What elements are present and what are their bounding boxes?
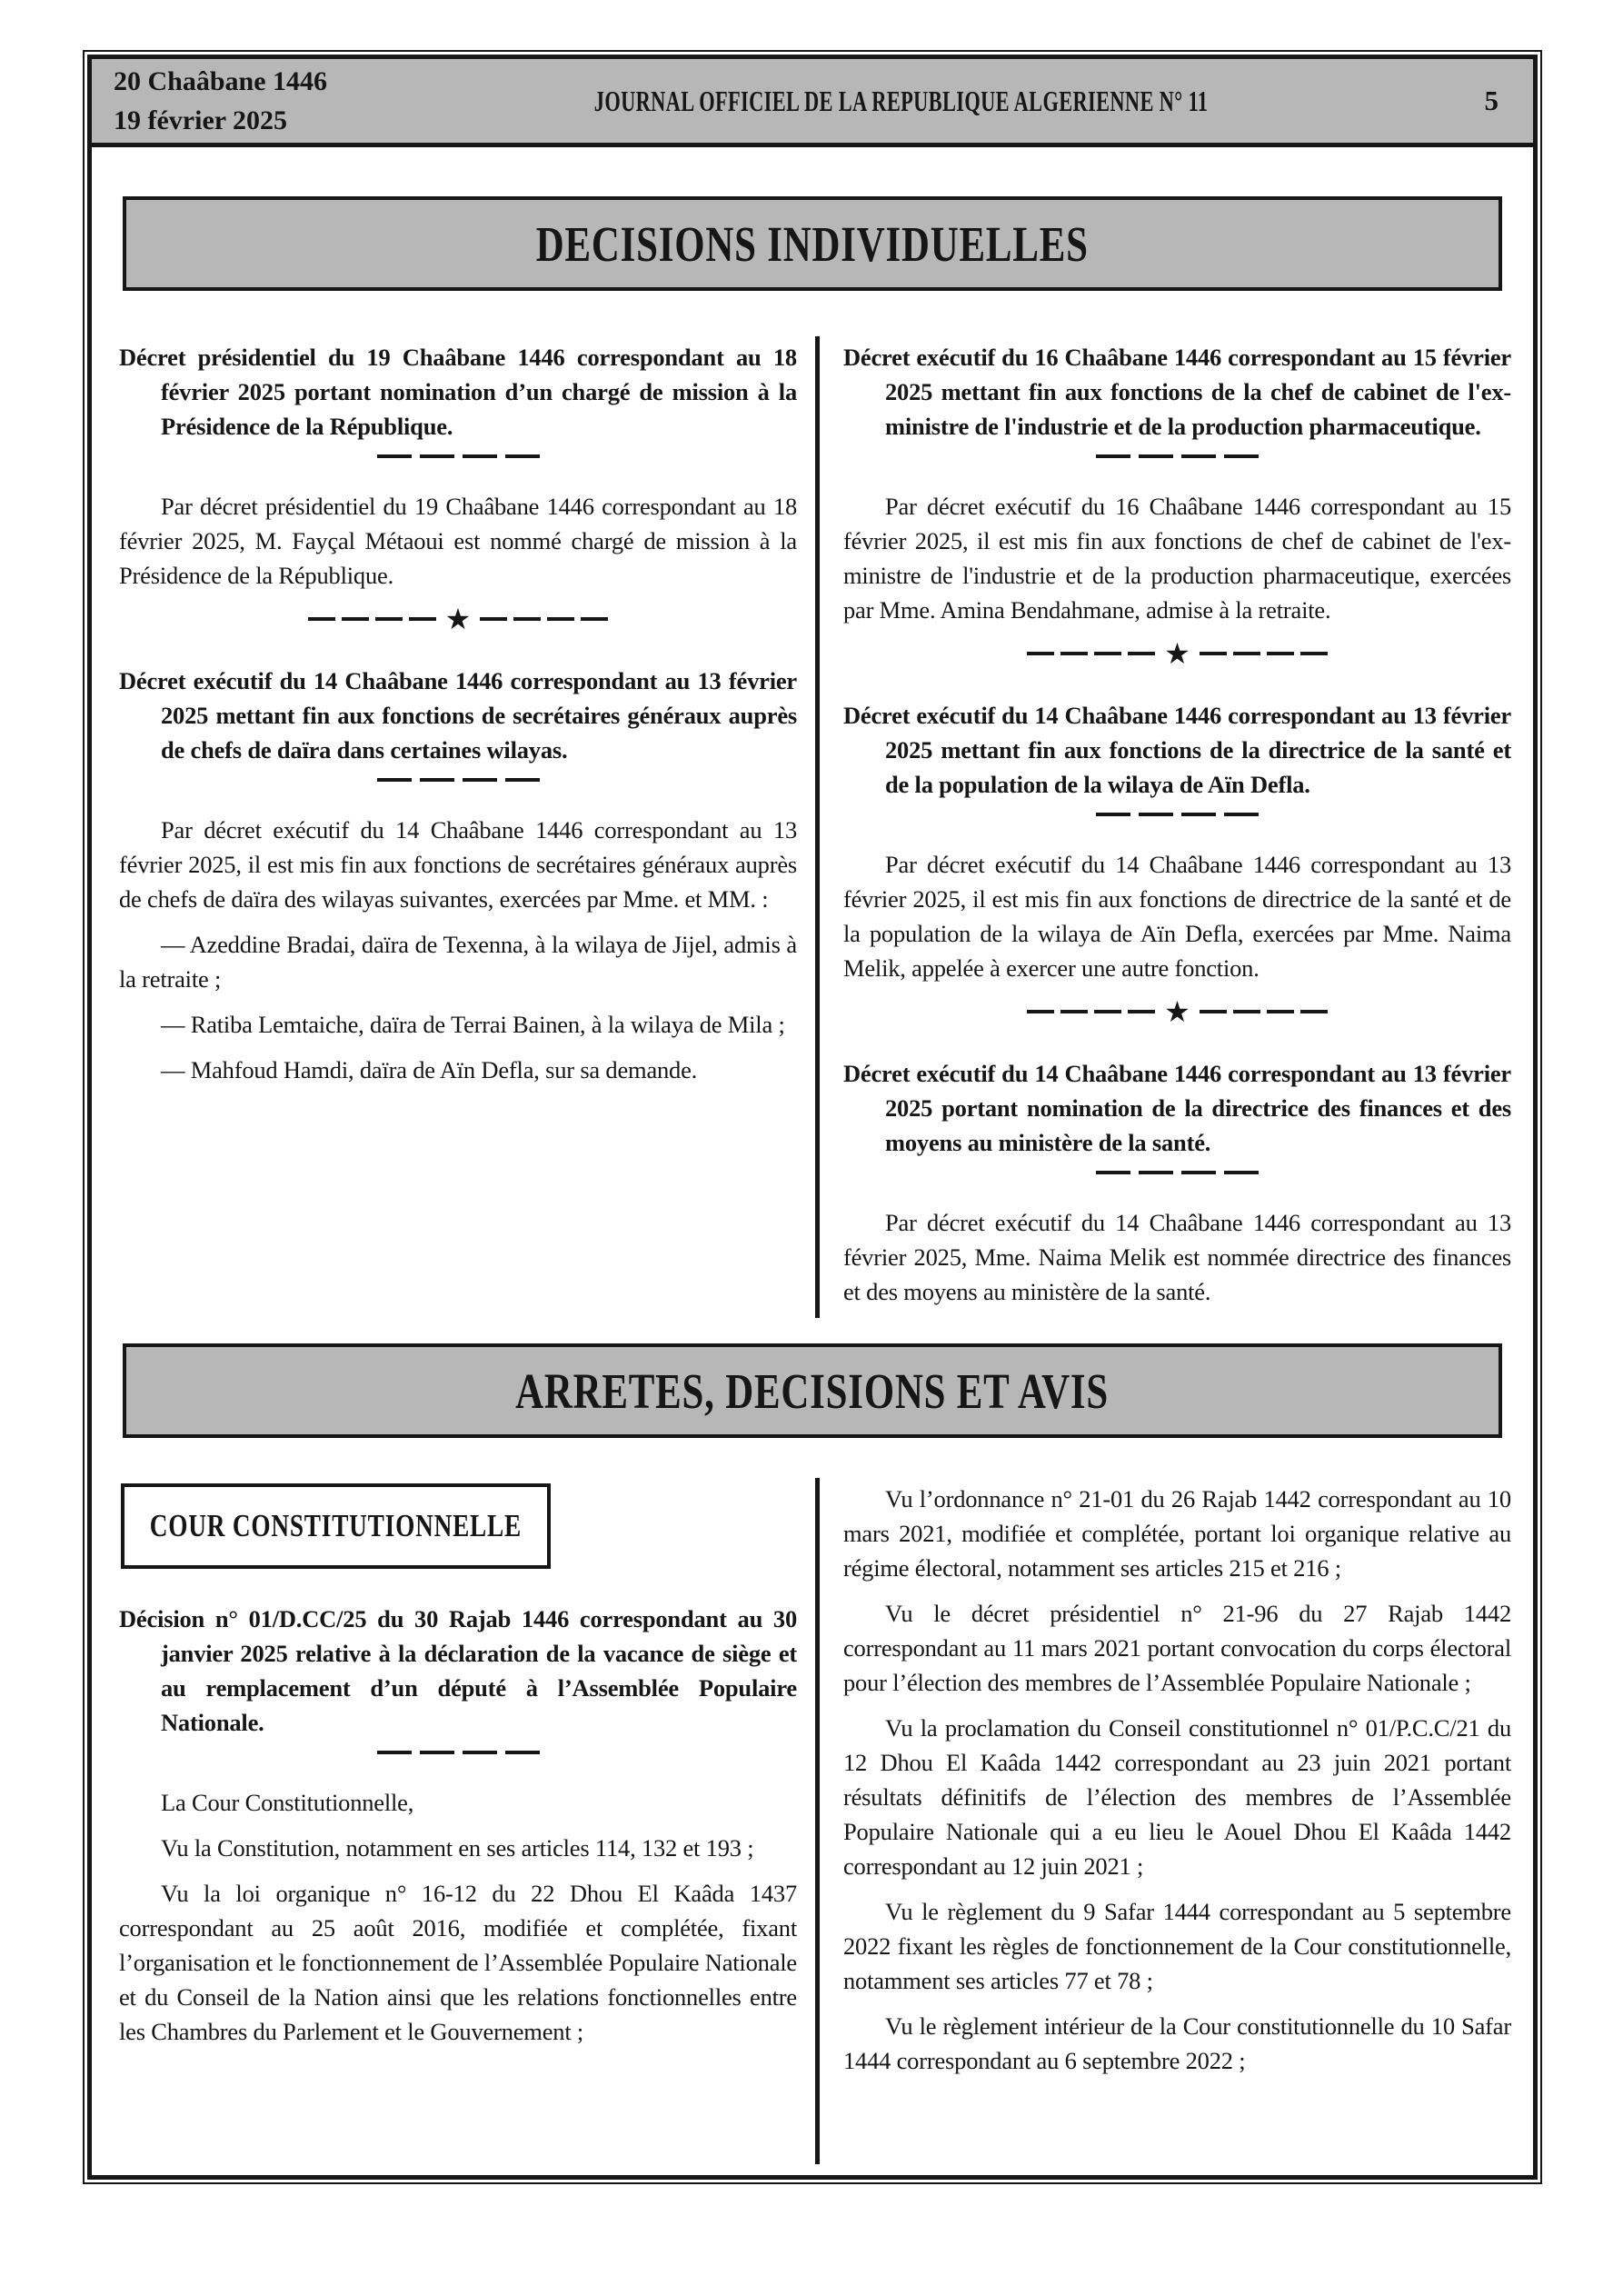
section-decisions-individuelles xyxy=(92,336,1533,1318)
dash-icon xyxy=(1096,1171,1130,1174)
dash-icon xyxy=(1094,652,1121,655)
right-column xyxy=(820,1478,1533,2164)
dash-icon xyxy=(581,617,608,621)
paragraph: Vu le décret présidentiel n° 21-96 du 27 Rajab 1442 correspondant au 11 mars 2021 portant convocation du corps électoral pour l’élection des membres de l’Assemblée Populaire Nationale ; xyxy=(843,1600,1511,1696)
paragraph: Par décret présidentiel du 19 Chaâbane 1446 correspondant au 18 février 2025, M. Fayçal Métaoui est nommé chargé de mission à la Présidence de la République. xyxy=(119,493,797,589)
dash-icon xyxy=(1233,1010,1260,1013)
paragraph: Vu la loi organique n° 16-12 du 22 Dhou El Kaâda 1437 correspondant au 25 août 2016, modifiée et complétée, fixant l’organisation et le fonctionnement de l’Assemblée Populaire Nationale et du Conseil de la Nation ainsi que les relations fonctionnelles entre les Chambres du Parlement et le Gouvernement ; xyxy=(119,1880,797,2045)
dash-icon xyxy=(463,454,497,458)
header-band xyxy=(92,59,1533,147)
right-column xyxy=(820,336,1533,1318)
dash-icon xyxy=(480,617,507,621)
star-icon: ★ xyxy=(444,602,472,636)
left-column xyxy=(92,336,815,1318)
dash-icon xyxy=(1139,813,1173,816)
section-banner-label: ARRETES, DECISIONS ET AVIS xyxy=(515,1363,1110,1419)
star-separator xyxy=(843,636,1511,671)
dash-icon xyxy=(308,617,335,621)
dash-icon xyxy=(377,1751,412,1754)
dash-icon xyxy=(505,778,540,782)
dash-icon xyxy=(1233,652,1260,655)
dash-icon xyxy=(505,454,540,458)
dash-separator xyxy=(119,1751,797,1754)
section-banner-arretes-decisions-avis xyxy=(123,1343,1502,1438)
dash-icon xyxy=(1224,1171,1259,1174)
paragraph: Par décret exécutif du 14 Chaâbane 1446 correspondant au 13 février 2025, il est mis fin aux fonctions de secrétaires généraux auprès de chefs de daïra des wilayas suivantes, exercées par Mme. et MM. : xyxy=(119,816,797,913)
paragraph: — Azeddine Bradai, daïra de Texenna, à la wilaya de Jijel, admis à la retraite ; xyxy=(119,931,797,993)
dash-icon xyxy=(1139,1171,1173,1174)
dash-icon xyxy=(463,1751,497,1754)
dash-icon xyxy=(547,617,574,621)
paragraph: Par décret exécutif du 14 Chaâbane 1446 correspondant au 13 février 2025, Mme. Naima Melik est nommée directrice des finances et des moyens au ministère de la santé. xyxy=(843,1209,1511,1305)
dash-icon xyxy=(1267,652,1294,655)
dash-icon xyxy=(1096,454,1130,458)
dash-icon xyxy=(1181,454,1216,458)
dash-icon xyxy=(1300,1010,1328,1013)
dash-icon xyxy=(1027,652,1054,655)
dash-icon xyxy=(1267,1010,1294,1013)
dash-icon xyxy=(375,617,403,621)
institution-label: COUR CONSTITUTIONNELLE xyxy=(149,1508,523,1543)
journal-title-text: JOURNAL OFFICIEL DE LA REPUBLIQUE ALGERIENNE N° 11 xyxy=(594,84,1209,117)
paragraph: La Cour Constitutionnelle, xyxy=(161,1789,414,1816)
decree-heading: Décret présidentiel du 19 Chaâbane 1446 correspondant au 18 février 2025 portant nomination d’un chargé de mission à la Présidence de la République. xyxy=(119,344,797,440)
dash-icon xyxy=(377,454,412,458)
dash-icon xyxy=(1200,1010,1227,1013)
dash-separator xyxy=(843,454,1511,458)
dash-icon xyxy=(409,617,436,621)
star-separator xyxy=(119,602,797,636)
dash-icon xyxy=(1094,1010,1121,1013)
institution-box xyxy=(121,1483,551,1569)
star-separator xyxy=(843,994,1511,1029)
star-icon: ★ xyxy=(1164,636,1190,671)
dash-icon xyxy=(1060,652,1088,655)
dash-icon xyxy=(1181,1171,1216,1174)
dash-separator xyxy=(843,1171,1511,1174)
dash-icon xyxy=(1224,813,1259,816)
dash-icon xyxy=(342,617,369,621)
dash-icon xyxy=(505,1751,540,1754)
dash-icon xyxy=(1060,1010,1088,1013)
paragraph: Vu la proclamation du Conseil constitutionnel n° 01/P.C.C/21 du 12 Dhou El Kaâda 1442 correspondant au 23 juin 2021 portant résultats définitifs de l’élection des membres de l’Assemblée Populaire Nationale qui a eu lieu le Aouel Dhou El Kaâda 1442 correspondant au 12 juin 2021 ; xyxy=(843,1714,1511,1880)
paragraph: Vu l’ordonnance n° 21-01 du 26 Rajab 1442 correspondant au 10 mars 2021, modifiée et complétée, portant loi organique relative au régime électoral, notamment ses articles 215 et 216 ; xyxy=(843,1485,1511,1582)
star-icon: ★ xyxy=(1164,994,1190,1029)
dash-icon xyxy=(1027,1010,1054,1013)
dash-icon xyxy=(420,454,454,458)
dash-icon xyxy=(420,1751,454,1754)
dash-icon xyxy=(1181,813,1216,816)
dash-separator xyxy=(119,778,797,782)
decree-heading: Décret exécutif du 14 Chaâbane 1446 correspondant au 13 février 2025 mettant fin aux fonctions de la directrice de la santé et de la population de la wilaya de Aïn Defla. xyxy=(843,702,1511,798)
dash-icon xyxy=(513,617,541,621)
paragraph: Vu le règlement intérieur de la Cour constitutionnelle du 10 Safar 1444 correspondant au 6 septembre 2022 ; xyxy=(843,2012,1511,2074)
dash-icon xyxy=(1128,652,1155,655)
section-banner-label: DECISIONS INDIVIDUELLES xyxy=(535,215,1090,272)
dash-icon xyxy=(463,778,497,782)
dash-icon xyxy=(1096,813,1130,816)
decree-heading: Décret exécutif du 14 Chaâbane 1446 correspondant au 13 février 2025 mettant fin aux fonctions de secrétaires généraux auprès de chefs de daïra dans certaines wilayas. xyxy=(119,667,797,764)
paragraph: — Ratiba Lemtaiche, daïra de Terrai Bainen, à la wilaya de Mila ; xyxy=(161,1011,785,1038)
gregorian-date: 19 février 2025 xyxy=(114,105,288,135)
paragraph: Vu la Constitution, notamment en ses articles 114, 132 et 193 ; xyxy=(161,1834,754,1862)
decree-heading: Décret exécutif du 16 Chaâbane 1446 correspondant au 15 février 2025 mettant fin aux fonctions de la chef de cabinet de l'ex-ministre de l'industrie et de la production pharmaceutique. xyxy=(843,344,1511,440)
paragraph: Par décret exécutif du 16 Chaâbane 1446 correspondant au 15 février 2025, il est mis fin aux fonctions de chef de cabinet de l'ex-ministre de l'industrie et de la production pharmaceutique, exercées par Mme. Amina Bendahmane, admise à la retraite. xyxy=(843,493,1511,624)
hijri-date: 20 Chaâbane 1446 xyxy=(114,66,328,96)
dash-icon xyxy=(1300,652,1328,655)
dash-icon xyxy=(1139,454,1173,458)
section-banner-decisions-individuelles xyxy=(123,196,1502,291)
page-number: 5 xyxy=(1484,85,1499,116)
dash-icon xyxy=(1224,454,1259,458)
dash-icon xyxy=(377,778,412,782)
dash-icon xyxy=(420,778,454,782)
paragraph: Par décret exécutif du 14 Chaâbane 1446 correspondant au 13 février 2025, il est mis fin aux fonctions de directrice de la santé et de la population de la wilaya de Aïn Defla, exercées par Mme. Naima Melik, appelée à exercer une autre fonction. xyxy=(843,851,1511,982)
dash-separator xyxy=(843,813,1511,816)
left-column xyxy=(92,1478,815,2164)
section-arretes-decisions-avis xyxy=(92,1478,1533,2164)
page-frame xyxy=(87,55,1538,2180)
decree-heading: Décret exécutif du 14 Chaâbane 1446 correspondant au 13 février 2025 portant nomination de la directrice des finances et des moyens au ministère de la santé. xyxy=(843,1060,1511,1156)
paragraph: — Mahfoud Hamdi, daïra de Aïn Defla, sur sa demande. xyxy=(161,1056,698,1083)
header-dates xyxy=(92,62,386,140)
dash-separator xyxy=(119,454,797,458)
dash-icon xyxy=(1200,652,1227,655)
paragraph: Vu le règlement du 9 Safar 1444 correspondant au 5 septembre 2022 fixant les règles de fonctionnement de la Cour constitutionnelle, notamment ses articles 77 et 78 ; xyxy=(843,1898,1511,1994)
journal-title xyxy=(386,85,1417,118)
decree-heading: Décision n° 01/D.CC/25 du 30 Rajab 1446 correspondant au 30 janvier 2025 relative à la déclaration de la vacance de siège et au remplacement d’un député à l’Assemblée Populaire Nationale. xyxy=(119,1605,797,1736)
dash-icon xyxy=(1128,1010,1155,1013)
